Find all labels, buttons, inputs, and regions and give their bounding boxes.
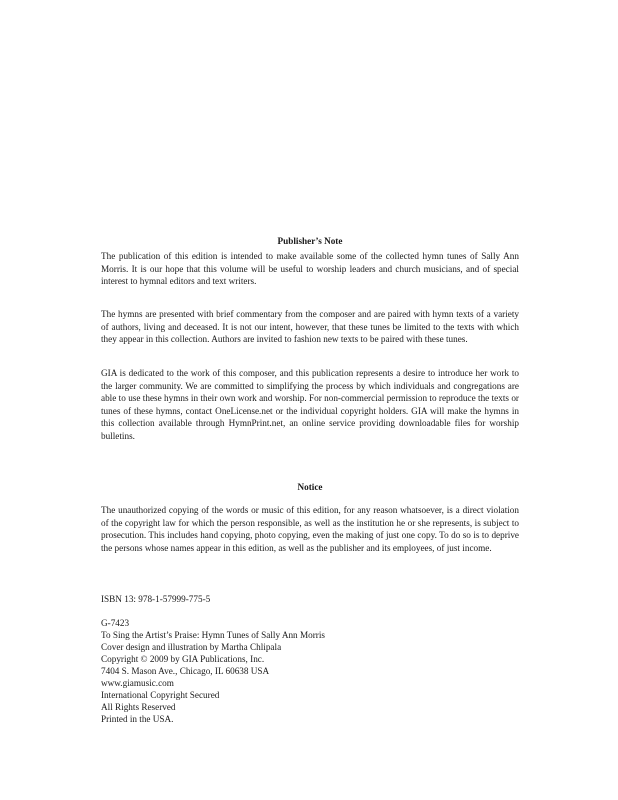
book-title-line: To Sing the Artist’s Praise: Hymn Tunes of Sally Ann Morris bbox=[101, 630, 325, 640]
intl-copyright-line: International Copyright Secured bbox=[101, 690, 220, 700]
cover-credit-line: Cover design and illustration by Martha Chlipala bbox=[101, 642, 282, 652]
catalog-number-line: G-7423 bbox=[101, 618, 130, 628]
copyright-line: Copyright © 2009 by GIA Publications, Inc. bbox=[101, 654, 265, 664]
publishers-note-heading: Publisher’s Note bbox=[277, 236, 343, 246]
address-line: 7404 S. Mason Ave., Chicago, IL 60638 USA bbox=[101, 666, 270, 676]
notice-heading: Notice bbox=[297, 482, 323, 492]
publishers-note-paragraph-2: The hymns are presented with brief commentary from the composer and are paired with hymn texts of a variety of authors, living and deceased. It is not our intent, however, that these tunes be limited to the texts with which they appear in this collection. Authors are invited to fashion new texts to be paired with these tunes. bbox=[101, 309, 519, 344]
rights-line: All Rights Reserved bbox=[101, 702, 176, 712]
printed-line: Printed in the USA. bbox=[101, 714, 174, 724]
notice-paragraph: The unauthorized copying of the words or music of this edition, for any reason whatsoever, is a direct violation of the copyright law for which the person responsible, as well as the institution he or she represents, is subject to prosecution. This includes hand copying, photo copying, even the making of just one copy. To do so is to deprive the persons whose names appear in this edition, as well as the publisher and its employees, of just income. bbox=[101, 505, 519, 553]
isbn-line: ISBN 13: 978-1-57999-775-5 bbox=[101, 594, 211, 604]
publishers-note-paragraph-1: The publication of this edition is intended to make available some of the collected hymn tunes of Sally Ann Morris. It is our hope that this volume will be useful to worship leaders and church musicians, and of special interest to hymnal editors and text writers. bbox=[101, 251, 519, 286]
publishers-note-paragraph-3: GIA is dedicated to the work of this composer, and this publication represents a desire to introduce her work to the larger community. We are committed to simplifying the process by which individuals and congregations are able to use these hymns in their own work and worship. For non-commercial permission to reproduce the texts or tunes of these hymns, contact OneLicense.net or the individual copyright holders. GIA will make the hymns in this collection available through HymnPrint.net, an online service providing downloadable files for worship bulletins. bbox=[101, 368, 519, 441]
website-line: www.giamusic.com bbox=[101, 678, 174, 688]
